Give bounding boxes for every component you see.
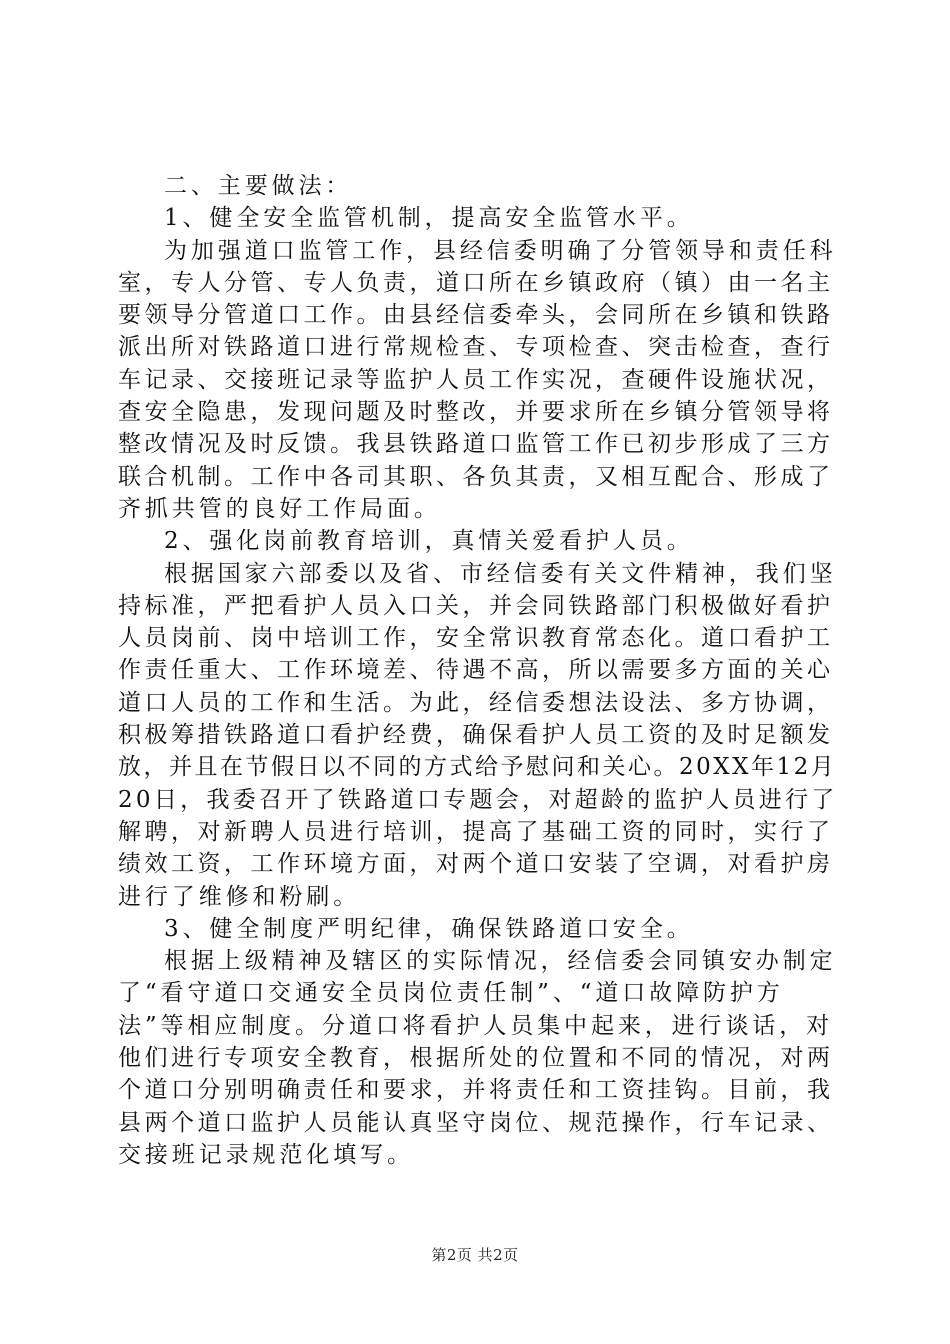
text-line: 进行了维修和粉刷。 <box>118 883 361 910</box>
text-line: 县两个道口监护人员能认真坚守岗位、规范操作，行车记录、 <box>118 1109 834 1136</box>
text-line: 绩效工资，工作环境方面，对两个道口安装了空调，对看护房 <box>118 851 834 878</box>
text-line: 交接班记录规范化填写。 <box>118 1141 414 1168</box>
text-line: 派出所对铁路道口进行常规检查、专项检查、突击检查，查行 <box>118 334 834 361</box>
text-line: 法”等相应制度。分道口将看护人员集中起来，进行谈话，对 <box>118 1012 834 1039</box>
text-line: 20日，我委召开了铁路道口专题会，对超龄的监护人员进行了 <box>118 786 838 813</box>
text-line: 车记录、交接班记录等监护人员工作实况，查硬件设施状况， <box>118 366 834 393</box>
text-line: 放，并且在节假日以不同的方式给予慰问和关心。20XX年12月 <box>118 754 837 781</box>
text-line: 个道口分别明确责任和要求，并将责任和工资挂钩。目前，我 <box>118 1077 834 1104</box>
text-line: 他们进行专项安全教育，根据所处的位置和不同的情况，对两 <box>118 1045 834 1072</box>
text-line: 齐抓共管的良好工作局面。 <box>118 495 441 522</box>
text-line: 持标准，严把看护人员入口关，并会同铁路部门积极做好看护 <box>118 592 834 619</box>
text-line: 根据上级精神及辖区的实际情况，经信委会同镇安办制定 <box>164 948 837 975</box>
text-line: 道口人员的工作和生活。为此，经信委想法设法、多方协调， <box>118 689 834 716</box>
text-line: 要领导分管道口工作。由县经信委牵头，会同所在乡镇和铁路 <box>118 302 834 329</box>
page-footer: 第2页 共2页 <box>431 1246 519 1264</box>
text-line: 了“看守道口交通安全员岗位责任制”、“道口故障防护方 <box>118 980 784 1007</box>
text-line: 人员岗前、岗中培训工作，安全常识教育常态化。道口看护工 <box>118 625 834 652</box>
text-line: 室，专人分管、专人负责，道口所在乡镇政府（镇）由一名主 <box>118 269 834 296</box>
text-line: 二、主要做法： <box>164 173 353 199</box>
text-line: 根据国家六部委以及省、市经信委有关文件精神，我们坚 <box>164 560 837 587</box>
document-body <box>118 170 838 1171</box>
text-line: 作责任重大、工作环境差、待遇不高，所以需要多方面的关心 <box>118 657 834 684</box>
text-line: 1、健全安全监管机制，提高安全监管水平。 <box>164 205 694 232</box>
text-line: 为加强道口监管工作，县经信委明确了分管领导和责任科 <box>164 237 837 264</box>
text-line: 查安全隐患，发现问题及时整改，并要求所在乡镇分管领导将 <box>118 399 834 426</box>
text-line: 联合机制。工作中各司其职、各负其责，又相互配合、形成了 <box>118 463 834 490</box>
text-line: 整改情况及时反馈。我县铁路道口监管工作已初步形成了三方 <box>118 431 834 458</box>
text-line: 3、健全制度严明纪律，确保铁路道口安全。 <box>164 915 694 942</box>
text-line: 积极筹措铁路道口看护经费，确保看护人员工资的及时足额发 <box>118 722 834 749</box>
text-line: 2、强化岗前教育培训，真情关爱看护人员。 <box>164 528 694 555</box>
text-line: 解聘，对新聘人员进行培训，提高了基础工资的同时，实行了 <box>118 818 834 845</box>
